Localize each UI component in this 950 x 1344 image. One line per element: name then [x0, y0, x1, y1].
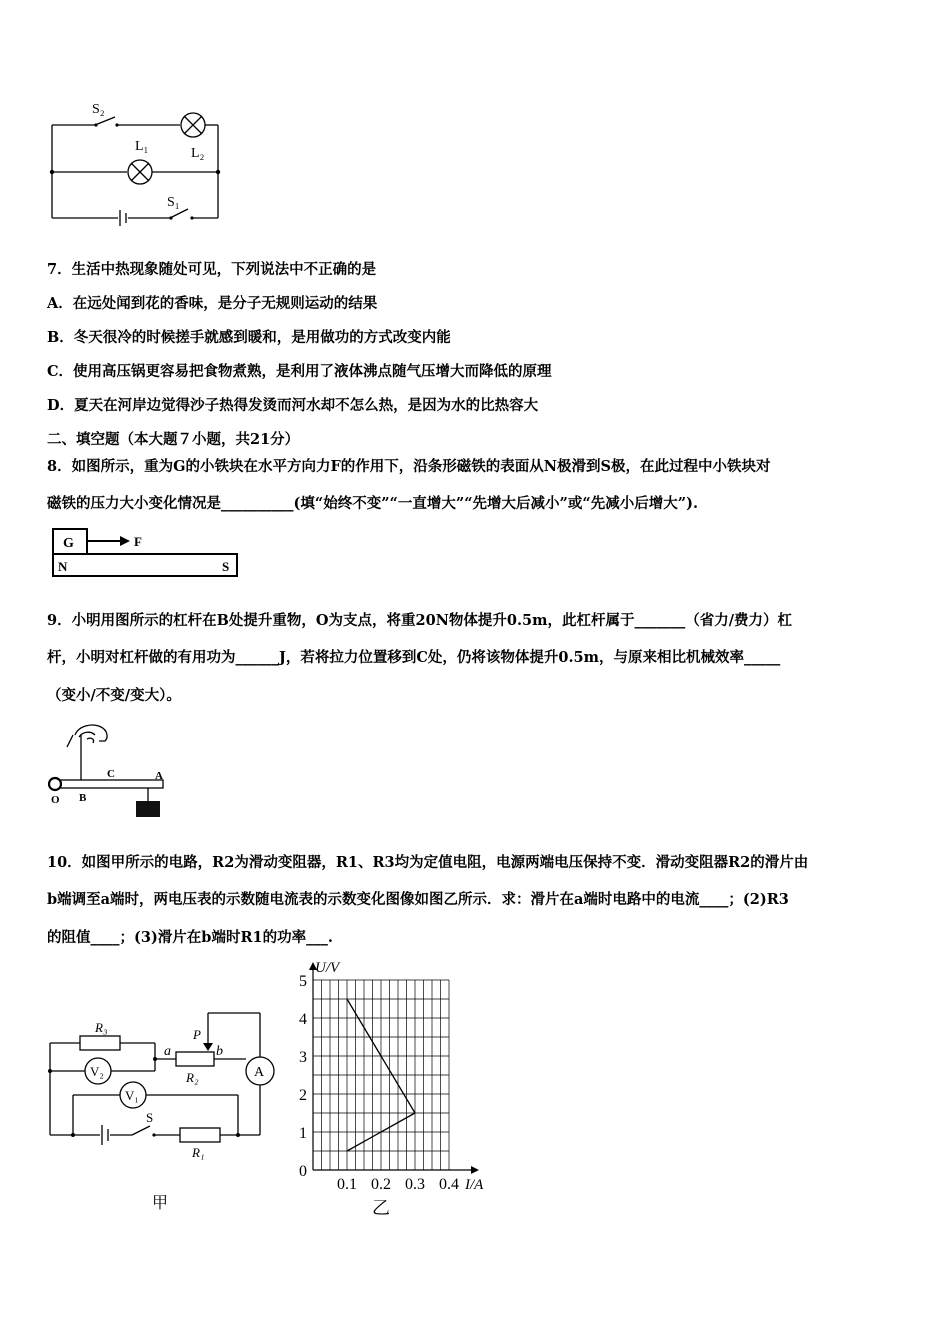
- q9-line-1: 9．小明用图所示的杠杆在B处提升重物，O为支点，将重20N物体提升0.5m，此杠杆属于_______（省力/费力）杠: [47, 612, 793, 629]
- label-a: A: [155, 770, 163, 782]
- label-b-end: b: [216, 1044, 223, 1059]
- label-l2: L₂: [191, 146, 205, 161]
- resistor-r2: [176, 1052, 214, 1066]
- label-l1: L₁: [135, 139, 149, 154]
- label-c: C: [107, 768, 115, 780]
- hand-icon: [67, 725, 107, 747]
- junction-dot: [50, 170, 54, 174]
- label-p: P: [193, 1027, 201, 1042]
- x-tick-label: 0.2: [371, 1176, 391, 1193]
- label-s2: S₂: [92, 102, 105, 117]
- graph-yi: [280, 958, 500, 1216]
- q9-line-3: （变小/不变/变大）。: [47, 687, 181, 704]
- q7-option-c: C．使用高压锅更容易把食物煮熟，是利用了液体沸点随气压增大而降低的原理: [47, 363, 552, 380]
- switch-s: [132, 1126, 150, 1135]
- circuit-diagram-jia: [40, 1005, 280, 1210]
- label-r1: R₁: [192, 1145, 205, 1160]
- label-r2: R₂: [186, 1070, 199, 1085]
- x-tick-label: 0.1: [337, 1176, 357, 1193]
- y-tick-label: 1: [299, 1125, 307, 1142]
- y-tick-label: 2: [299, 1087, 307, 1104]
- circuit-diagram-1: [40, 95, 240, 225]
- label-s1: S₁: [167, 195, 180, 210]
- label-v1: V₁: [125, 1088, 139, 1103]
- force-arrow: [120, 536, 130, 546]
- label-s: S: [222, 559, 230, 574]
- bar-magnet: [53, 554, 237, 576]
- y-axis-label: U/V: [315, 960, 340, 976]
- label-b: B: [79, 792, 87, 804]
- q8-line-1: 8．如图所示，重为G的小铁块在水平方向力F的作用下，沿条形磁铁的表面从N极滑到S极，在此过程中小铁块对: [47, 458, 771, 475]
- q7-option-a: A．在远处闻到花的香味，是分子无规则运动的结果: [47, 295, 378, 312]
- y-tick-label: 3: [299, 1049, 307, 1066]
- section-heading: 二、填空题（本大题７小题，共21分）: [47, 431, 300, 448]
- q9-line-2: 杆，小明对杠杆做的有用功为______J，若将拉力位置移到C处，仍将该物体提升0.5m，与原来相比机械效率_____: [47, 649, 781, 666]
- caption-jia: 甲: [152, 1195, 169, 1212]
- lever-bar: [55, 780, 163, 788]
- label-g: G: [63, 536, 74, 551]
- junction-dot: [216, 170, 220, 174]
- x-tick-label: 0.4: [439, 1176, 459, 1193]
- resistor-r1: [180, 1128, 220, 1142]
- label-n: N: [58, 559, 68, 574]
- q10-line-2: b端调至a端时，两电压表的示数随电流表的示数变化图像如图乙所示．求：滑片在a端时电路中的电流____；(2)R3: [47, 891, 789, 908]
- label-f: F: [134, 534, 142, 549]
- weight-block: [136, 801, 160, 817]
- y-tick-label: 4: [299, 1011, 307, 1028]
- slider-arrow: [203, 1043, 213, 1051]
- y-tick-label: 5: [299, 973, 307, 990]
- label-o: O: [51, 794, 60, 806]
- label-a-end: a: [164, 1044, 171, 1059]
- y-tick-label: 0: [299, 1163, 307, 1180]
- q7-option-b: B．冬天很冷的时候搓手就感到暖和，是用做功的方式改变内能: [47, 329, 451, 346]
- x-axis-arrow: [471, 1166, 479, 1174]
- q8-line-2: 磁铁的压力大小变化情况是__________(填“始终不变”“一直增大”“先增大后减小”或“先减小后增大”).: [47, 495, 698, 512]
- q10-line-1: 10．如图甲所示的电路，R2为滑动变阻器，R1、R3均为定值电阻，电源两端电压保持不变．滑动变阻器R2的滑片由: [47, 854, 809, 871]
- caption-yi: 乙: [372, 1198, 390, 1218]
- q7-option-d: D．夏天在河岸边觉得沙子热得发烫而河水却不怎么热，是因为水的比热容大: [47, 397, 539, 414]
- label-ammeter: A: [254, 1065, 265, 1080]
- lever-figure: [45, 717, 180, 822]
- resistor-r3: [80, 1036, 120, 1050]
- magnet-figure: [50, 526, 242, 580]
- x-axis-label: I/A: [465, 1177, 484, 1193]
- fulcrum-o: [49, 778, 61, 790]
- label-s: S: [146, 1110, 154, 1125]
- label-r3: R₃: [95, 1020, 108, 1035]
- q10-line-3: 的阻值____；(3)滑片在b端时R1的功率___.: [47, 929, 333, 946]
- label-v2: V₂: [90, 1064, 104, 1079]
- q7-stem: 7．生活中热现象随处可见，下列说法中不正确的是: [47, 261, 377, 278]
- x-tick-label: 0.3: [405, 1176, 425, 1193]
